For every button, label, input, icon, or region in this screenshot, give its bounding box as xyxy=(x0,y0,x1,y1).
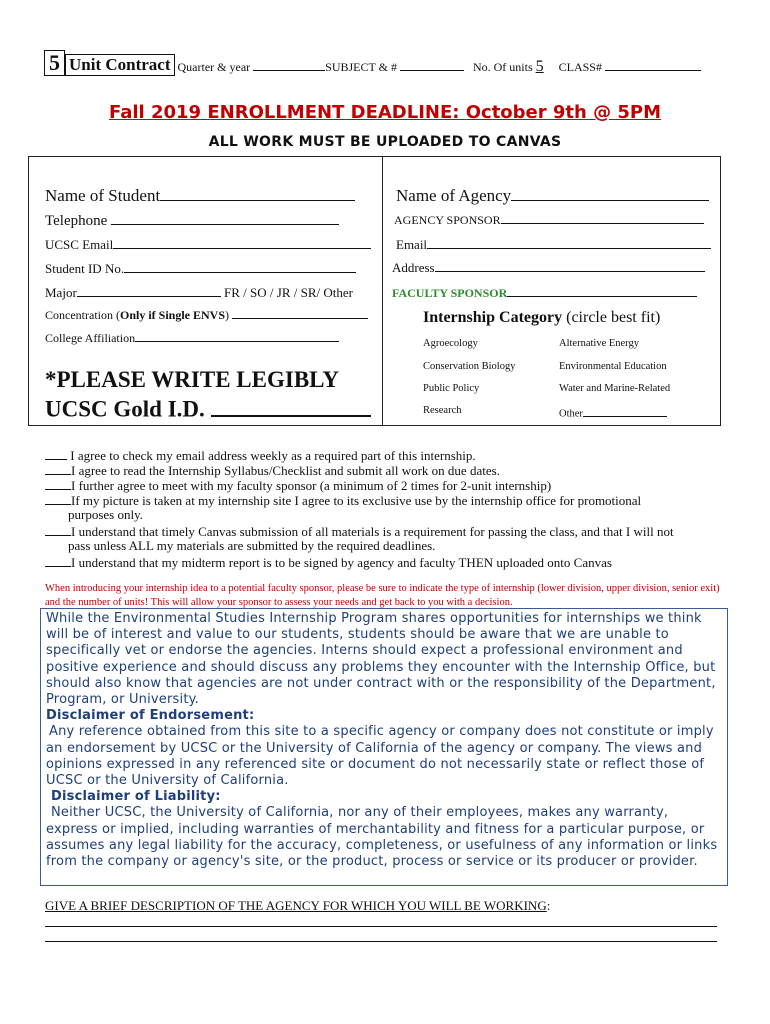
agreement-6 xyxy=(45,553,612,571)
subject-field[interactable] xyxy=(400,58,464,71)
agency-sponsor-row xyxy=(394,211,704,228)
agency-address-field[interactable] xyxy=(435,258,705,272)
contract-header xyxy=(44,50,701,76)
faculty-sponsor-row xyxy=(392,284,697,301)
category-conservation-biology[interactable]: Conservation Biology xyxy=(423,361,516,372)
class-label: CLASS# xyxy=(558,60,602,74)
agreement-3-text: I further agree to meet with my faculty sponsor (a minimum of 2 times for 2-unit internship) xyxy=(71,478,552,493)
concentration-row xyxy=(45,306,368,323)
college-row xyxy=(45,329,339,346)
liability-text: Neither UCSC, the University of California, nor any of their employees, makes any warranty, express or implied, including warranties of merchantability and fitness for a particular purpose, or assumes any legal liability for the accuracy, completeness, or usefulness of any information or links from the company or agency's site, or the product, process or service or its producer or provider. xyxy=(46,805,718,870)
agency-email-label: Email xyxy=(396,237,428,252)
category-alternative-energy[interactable]: Alternative Energy xyxy=(559,338,639,349)
agency-address-row xyxy=(392,258,705,276)
student-id-field[interactable] xyxy=(124,259,356,273)
box-divider xyxy=(382,156,383,426)
agreement-1-text: I agree to check my email address weekly as a required part of this internship. xyxy=(70,448,476,463)
category-other-label: Other xyxy=(559,408,583,420)
agency-name-row xyxy=(396,183,709,206)
agreement-6-initials[interactable] xyxy=(45,553,71,567)
student-id-label: Student ID No. xyxy=(45,261,125,276)
student-name-row xyxy=(45,183,355,206)
telephone-row xyxy=(45,209,339,230)
ucsc-email-label: UCSC Email xyxy=(45,237,114,252)
category-other[interactable] xyxy=(559,405,667,420)
brief-description-prompt xyxy=(45,898,550,914)
major-field[interactable] xyxy=(77,283,221,297)
agreement-5-text: I understand that timely Canvas submission of all materials is a requirement for passing the class, and that I will not xyxy=(71,524,674,539)
agreement-1-initials[interactable] xyxy=(45,446,67,460)
agency-email-field[interactable] xyxy=(427,235,711,249)
internship-category-hint: (circle best fit) xyxy=(566,309,661,326)
concentration-field[interactable] xyxy=(232,306,368,319)
quarter-field[interactable] xyxy=(253,58,325,71)
brief-description-colon: : xyxy=(546,898,551,913)
major-label: Major xyxy=(45,285,77,300)
college-label: College Affiliation xyxy=(45,331,136,345)
category-water-marine[interactable]: Water and Marine-Related xyxy=(559,383,671,394)
agency-name-label: Name of Agency xyxy=(396,186,512,205)
agreement-5-cont: pass unless ALL my materials are submitted by the required deadlines. xyxy=(68,538,436,553)
ucsc-email-row xyxy=(45,235,371,253)
concentration-label-pre: Concentration ( xyxy=(45,308,120,322)
endorsement-text: Any reference obtained from this site to a specific agency or company does not constitute or imply an endorsement by UCSC or the University of California of the agency or company. The views and opinions expressed in any referenced site or document do not necessarily state or reflect those of UCSC or the University of California. xyxy=(46,724,714,789)
subject-label: SUBJECT & # xyxy=(325,60,397,74)
student-name-field[interactable] xyxy=(160,183,355,201)
agency-sponsor-field[interactable] xyxy=(501,211,704,224)
brief-description-line-2[interactable] xyxy=(45,941,717,942)
agreement-2-initials[interactable] xyxy=(45,461,71,475)
agreement-5-initials[interactable] xyxy=(45,522,71,536)
liability-heading: Disclaimer of Liability: xyxy=(51,789,221,805)
agreement-4-cont: purposes only. xyxy=(68,507,143,522)
internship-category-title xyxy=(423,309,660,327)
agreement-4-text: If my picture is taken at my internship site I agree to its exclusive use by the internship office for promotional xyxy=(71,493,642,508)
units-value[interactable]: 5 xyxy=(535,58,544,75)
gold-id-field[interactable] xyxy=(211,394,371,417)
brief-description-label: GIVE A BRIEF DESCRIPTION OF THE AGENCY FOR WHICH YOU WILL BE WORKING xyxy=(45,898,547,913)
unit-count-box: 5 xyxy=(44,50,65,76)
major-row xyxy=(45,283,353,301)
legibly-block xyxy=(45,366,371,424)
agreement-4-initials[interactable] xyxy=(45,491,71,505)
gold-id-label: UCSC Gold I.D. xyxy=(45,396,205,422)
please-write-legibly: *PLEASE WRITE LEGIBLY xyxy=(45,367,340,392)
endorsement-heading: Disclaimer of Endorsement: xyxy=(46,708,255,724)
agency-email-row xyxy=(396,235,711,253)
faculty-sponsor-label: FACULTY SPONSOR xyxy=(392,286,508,300)
class-field[interactable] xyxy=(605,58,701,71)
telephone-field[interactable] xyxy=(111,209,339,225)
enrollment-deadline: Fall 2019 ENROLLMENT DEADLINE: October 9th @ 5PM xyxy=(108,102,662,123)
year-options[interactable]: FR / SO / JR / SR/ Other xyxy=(224,285,353,300)
category-public-policy[interactable]: Public Policy xyxy=(423,383,480,394)
disclaimer-intro: While the Environmental Studies Internship Program shares opportunities for internships we think will be of interest and value to our students, students should be aware that we are unable to specifically vet or endorse the agencies. Interns should expect a professional environment and positive experience and should discuss any problems they encounter with the Internship Office, but should also know that agencies are not under contract with or the responsibility of the Department, Program, or University. xyxy=(46,611,716,708)
telephone-label: Telephone xyxy=(45,213,108,229)
internship-category-heading: Internship Category xyxy=(423,309,563,326)
gold-id-row xyxy=(45,394,371,424)
agreement-3-initials[interactable] xyxy=(45,476,71,490)
category-agroecology[interactable]: Agroecology xyxy=(423,338,478,349)
category-other-field[interactable] xyxy=(583,405,667,417)
student-name-label: Name of Student xyxy=(45,186,161,205)
upload-notice: ALL WORK MUST BE UPLOADED TO CANVAS xyxy=(208,134,562,150)
disclaimer-box xyxy=(40,608,728,886)
concentration-label-bold: Only if Single ENVS xyxy=(119,308,226,322)
category-environmental-education[interactable]: Environmental Education xyxy=(559,361,667,372)
student-id-row xyxy=(45,259,356,277)
agency-sponsor-label: AGENCY SPONSOR xyxy=(394,213,501,227)
brief-description-line-1[interactable] xyxy=(45,926,717,927)
faculty-sponsor-note: When introducing your internship idea to a potential faculty sponsor, please be sure to indicate the type of internship (lower division, upper division, senior exit) and the number of units! This will allow your sponsor to assess your needs and get back to you with a decision. xyxy=(45,583,720,608)
unit-contract-title: Unit Contract xyxy=(65,54,175,76)
category-research[interactable]: Research xyxy=(423,405,462,416)
agency-address-label: Address xyxy=(392,260,435,275)
faculty-sponsor-field[interactable] xyxy=(507,284,697,297)
agreement-6-text: I understand that my midterm report is to be signed by agency and faculty THEN uploaded onto Canvas xyxy=(71,555,612,570)
college-field[interactable] xyxy=(135,329,339,342)
units-label: No. Of units xyxy=(472,60,533,74)
quarter-label: Quarter & year xyxy=(177,60,251,74)
ucsc-email-field[interactable] xyxy=(113,235,371,249)
agreement-2-text: I agree to read the Internship Syllabus/Checklist and submit all work on due dates. xyxy=(71,463,500,478)
agency-name-field[interactable] xyxy=(511,183,709,201)
concentration-label-post: ) xyxy=(225,308,230,322)
